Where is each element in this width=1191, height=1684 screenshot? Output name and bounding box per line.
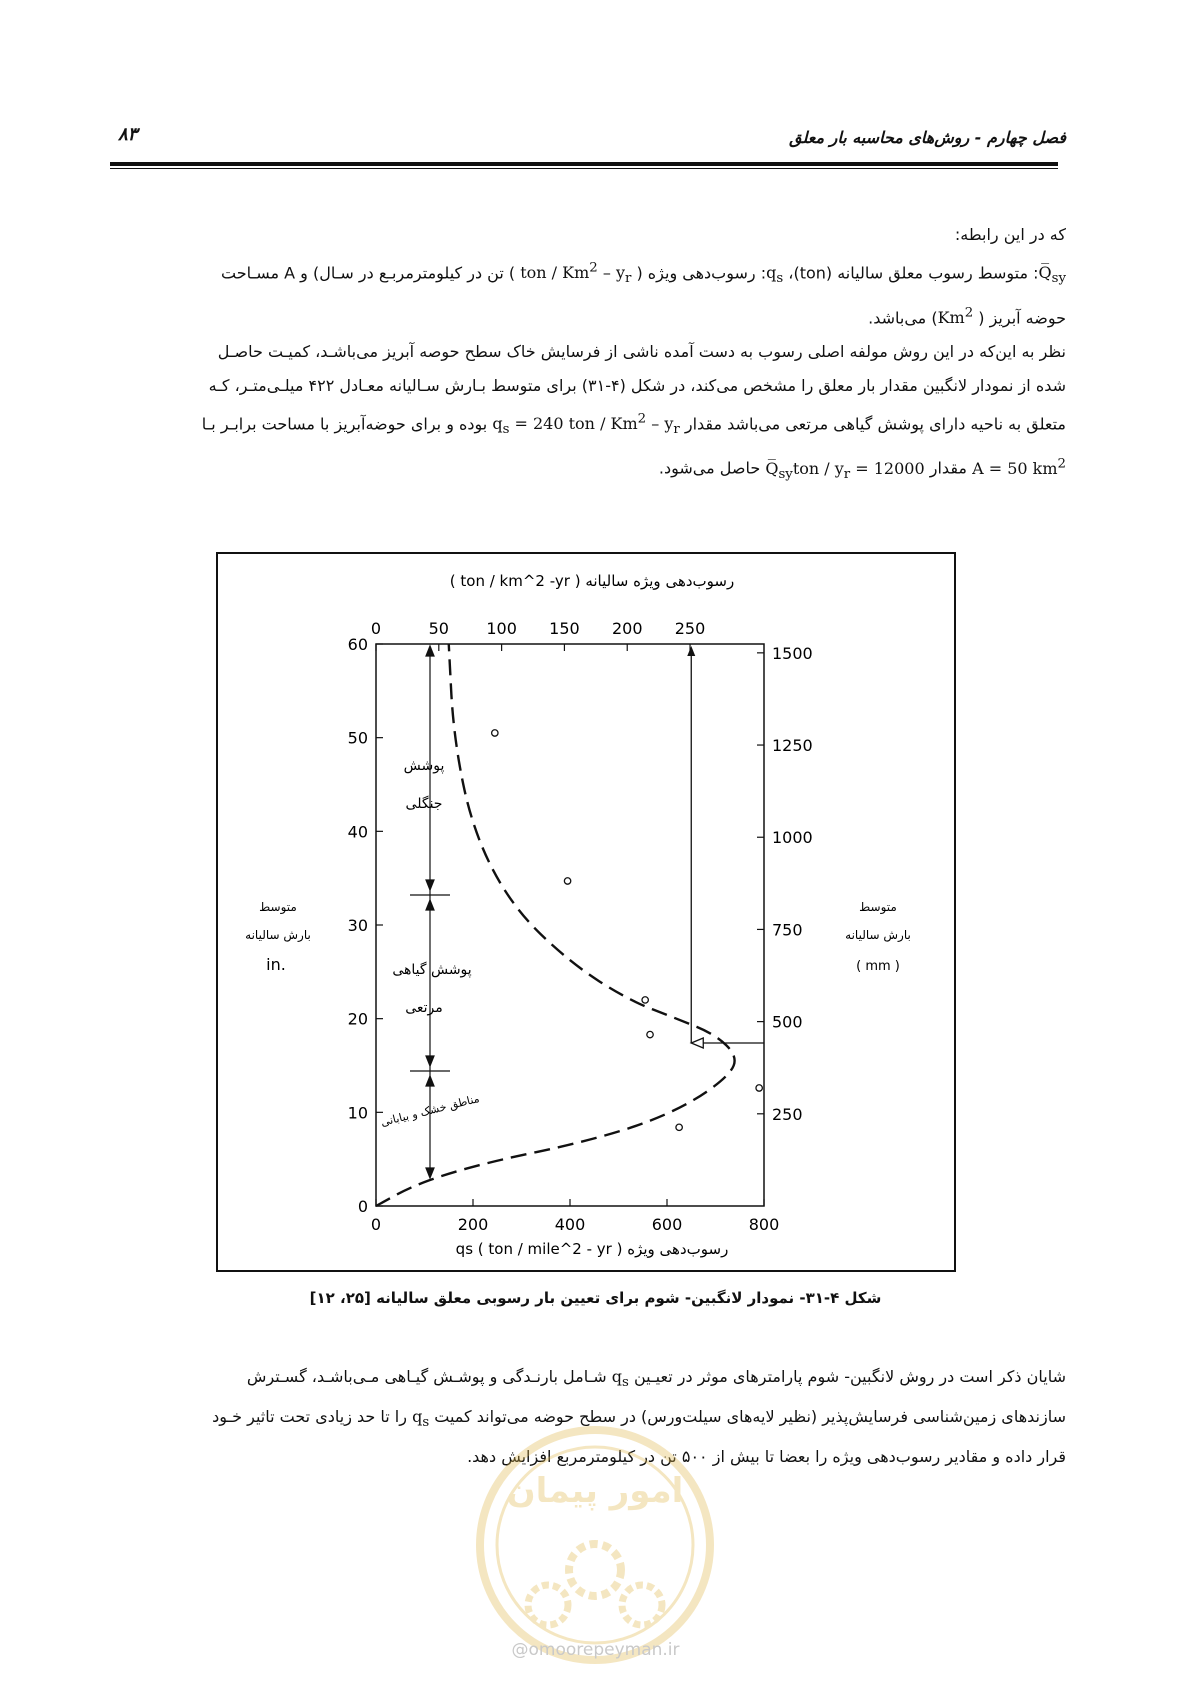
zone-range-label: مرتعی (405, 1000, 443, 1016)
area-value: A = 50 $km^2$ (972, 456, 1066, 478)
chapter-title: فصل چهارم - روش‌های محاسبه بار معلق (789, 128, 1066, 147)
points-layer (492, 730, 763, 1131)
text-line: شایان ذکر است در روش لانگبین- شوم پارامترهای موثر در تعیـین $q_s$ شـامل بارنـدگی و پوشـش گیـاهی مـی‌باشـد، گسـترش (246, 1367, 1066, 1391)
data-point (756, 1085, 762, 1091)
watermark-seal (470, 1420, 720, 1670)
qs-symbol: $q_s$ (766, 263, 784, 287)
left-tick-label: 20 (347, 1009, 368, 1029)
arrow-head (426, 1076, 434, 1086)
arrow-head (426, 1168, 434, 1178)
langbein-schumm-chart (218, 554, 954, 1270)
bottom-tick-label: 800 (748, 1215, 780, 1234)
top-tick-label: 100 (486, 619, 517, 638)
data-point (676, 1124, 682, 1130)
header-rule (110, 162, 1058, 166)
definition-line: حوضه آبریز ( Km$^2$) می‌باشد. (868, 305, 1066, 327)
text-line: نظر به این‌که در این روش مولفه اصلی رسوب به دست آمده ناشی از فرسایش خاک سطح حوصه آبریز می‌باشـد، کمیـت حاصـل (217, 341, 1066, 361)
area-unit: Km$^2$ (937, 305, 974, 327)
left-axis-label: متوسط (259, 900, 297, 914)
reading-arrow-head (687, 646, 695, 656)
qs-value: $q_s = 240$ ton / $Km^2 - y_r$ (492, 411, 680, 438)
unit-expression: ton / $Km^2 - y_r$ (520, 261, 632, 287)
arrow-head (426, 880, 434, 890)
data-point (492, 730, 498, 736)
arrow-head (426, 900, 434, 910)
bottom-tick-label: 200 (457, 1215, 489, 1234)
left-tick-label: 10 (347, 1103, 368, 1123)
right-tick-label: 1250 (772, 736, 813, 756)
right-axis-label: متوسط (859, 900, 897, 914)
top-tick-label: 200 (611, 619, 643, 638)
reading-arrow-head (691, 1038, 703, 1048)
data-point (564, 878, 570, 884)
zone-arid-label: مناطق خشک و بیابانی (379, 1091, 481, 1130)
qsy-value: $Q̅_{sy}ton / y_r = 12000$ (765, 458, 925, 482)
text-line: قرار داده و مقادیر رسوب‌دهی ویژه را بعضا تا بیش از ۵۰۰ تن در کیلومترمربع افزایش دهد. (467, 1447, 1066, 1467)
seal-graphic (470, 1420, 720, 1670)
left-axis-unit: in. (266, 955, 286, 974)
right-tick-label: 250 (772, 1104, 803, 1124)
left-tick-label: 0 (357, 1197, 368, 1216)
zone-range-label: پوشش گیاهی (392, 962, 472, 978)
text-line: که در این رابطه: (954, 225, 1066, 244)
watermark-text: امور پیمان (506, 1471, 684, 1511)
left-tick-label: 60 (347, 635, 368, 654)
bottom-tick-label: 600 (651, 1215, 683, 1234)
reading-layer (687, 646, 764, 1048)
top-tick-label: 150 (549, 619, 580, 638)
text-line: متعلق به ناحیه دارای پوشش گیاهی مرتعی می‌باشد مقدار $q_s = 240$ ton / $Km^2 - y_r$ بوده و برای حوضه‌آبریز با مساحت برابـر بـا (201, 411, 1066, 438)
text-line: سازندهای زمین‌شناسی فرسایش‌پذیر (نظیر لایه‌های سیلت‌ورس) در سطح حوضه می‌تواند کمیت $q_s$ را تا حد زیادی تحت تاثیر خـود (212, 1407, 1066, 1431)
qs-symbol: $q_s$ (412, 1407, 430, 1431)
header-rule-thin (110, 168, 1058, 169)
zone-forest-label: جنگلی (405, 796, 443, 812)
left-tick-label: 30 (347, 916, 368, 935)
right-tick-label: 1500 (772, 643, 813, 663)
figure-frame (216, 552, 956, 1272)
bottom-tick-label: 400 (554, 1215, 586, 1234)
bottom-axis-title: رسوب‌دهی ویژه qs ( ton / mile^2 - yr ) (455, 1240, 729, 1258)
top-axis-title: رسوب‌دهی ویژه سالیانه ( ton / km^2 -yr ) (449, 572, 735, 590)
zone-forest-label: پوشش (403, 758, 445, 774)
right-axis-unit: ( mm ) (856, 959, 900, 974)
plot-area (376, 644, 764, 1206)
top-tick-label: 0 (370, 619, 382, 638)
data-point (642, 997, 648, 1003)
footer-url: @omoorepeyman.ir (511, 1640, 680, 1660)
body-text-top (126, 218, 1066, 492)
arrow-head (426, 646, 434, 656)
left-tick-label: 50 (347, 728, 368, 748)
top-tick-label: 50 (428, 619, 449, 638)
zone-arrows (410, 646, 450, 1178)
figure-caption: شکل ۴-۳۱- نمودار لانگبین- شوم برای تعیین بار رسوبی معلق سالیانه [۲۵، ۱۲] (309, 1289, 882, 1307)
top-tick-label: 250 (674, 619, 706, 638)
qsy-symbol: $Q̅_{sy}$ (1038, 263, 1066, 287)
page-number: ۸۳ (118, 124, 138, 145)
arrow-head (426, 1056, 434, 1066)
data-point (647, 1031, 653, 1037)
left-axis-label: بارش سالیانه (245, 928, 311, 942)
text-line: شده از نمودار لانگبین مقدار بار معلق را مشخص می‌کند، در شکل (۴-۳۱) برای متوسط بـارش سـالیانه معـادل ۴۲۲ میلـی‌متـر، کـه (208, 375, 1066, 395)
right-tick-label: 1000 (772, 828, 813, 848)
left-tick-label: 40 (347, 822, 368, 842)
text-line: A = 50 $km^2$ مقدار $Q̅_{sy}ton / y_r = 12000$ حاصل می‌شود. (658, 456, 1066, 482)
right-axis-label: بارش سالیانه (845, 928, 911, 942)
qs-symbol: $q_s$ (611, 1367, 629, 1391)
definition-line: $Q̅_{sy}$: متوسط رسوب معلق سالیانه (ton)، $q_s$: رسوب‌دهی ویژه ( ton / $Km^2 - y_r$ ) تن در کیلومترمربـع در سـال) و A مسـاحت (221, 261, 1066, 287)
bottom-tick-label: 0 (370, 1215, 382, 1234)
right-tick-label: 500 (772, 1012, 803, 1032)
right-tick-label: 750 (772, 920, 803, 940)
axes-layer (348, 619, 813, 1234)
